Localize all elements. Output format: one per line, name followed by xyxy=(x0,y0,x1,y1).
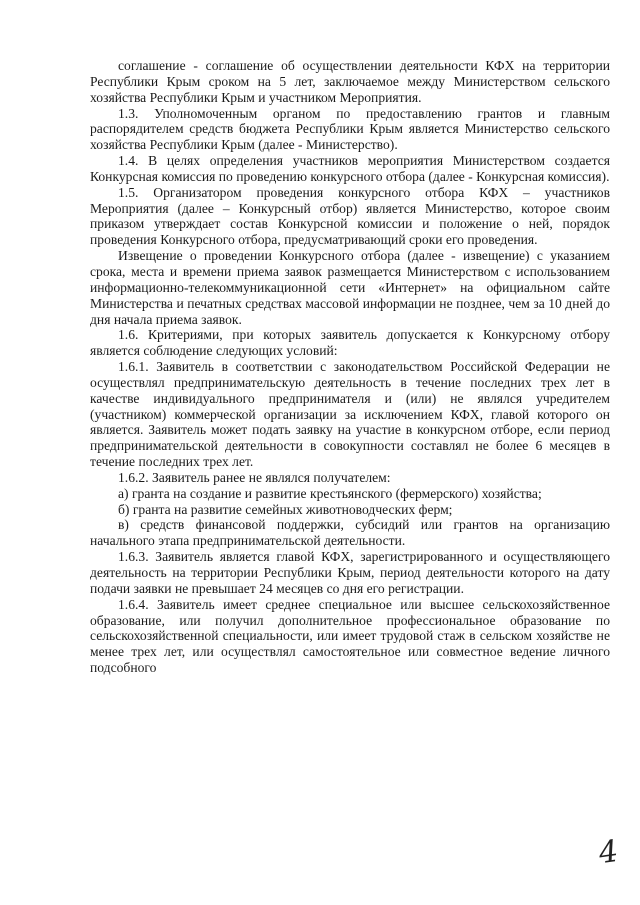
list-item-b: б) гранта на развитие семейных животноводческих ферм; xyxy=(118,501,453,517)
paragraph-1-6-3: 1.6.3. Заявитель является главой КФХ, зарегистрированного и осуществляющего деятельность на территории Республики Крым, период деятельности которого на дату подачи заявки не превышает 24 месяцев со дня его регистрации. xyxy=(90,549,610,596)
handwritten-page-number: 4 xyxy=(596,833,621,872)
paragraph-1-3: 1.3. Уполномоченным органом по предоставлению грантов и главным распорядителем средств бюджета Республики Крым является Министерство сельского хозяйства Республики Крым (далее - Министерство). xyxy=(90,105,610,153)
list-item-v: в) средств финансовой поддержки, субсидий или грантов на организацию начального этапа предпринимательской деятельности. xyxy=(90,517,610,549)
paragraph-1-6-1: 1.6.1. Заявитель в соответствии с законодательством Российской Федерации не осуществлял предпринимательскую деятельность в течение последних трех лет в качестве индивидуального предпринимателя и (или) не являлся учредителем (участником) коммерческой организации за исключением КФХ, главой которого он является. Заявитель может подать заявку на участие в конкурсном отборе, если период предпринимательской деятельности в совокупности составлял не более 6 месяцев в течение последних трех лет. xyxy=(90,359,610,470)
paragraph-1-6-4: 1.6.4. Заявитель имеет среднее специальное или высшее сельскохозяйственное образование, или получил дополнительное профессиональное образование по сельскохозяйственной специальности, или имеет трудовой стаж в сельском хозяйстве не менее трех лет, или осуществлял самостоятельное или совместное ведение личного подсобного xyxy=(90,596,610,676)
paragraph-1-5: 1.5. Организатором проведения конкурсного отбора КФХ – участников Мероприятия (далее – Конкурсный отбор) является Министерство, которое своим приказом утверждает состав Конкурсной комиссии и положение о ней, порядок проведения Конкурсного отбора, предусматривающий сроки его проведения. xyxy=(90,184,610,248)
paragraph-1-6-2: 1.6.2. Заявитель ранее не являлся получателем: xyxy=(118,469,391,485)
paragraph-1-4: 1.4. В целях определения участников мероприятия Министерством создается Конкурсная комиссия по проведению конкурсного отбора (далее - Конкурсная комиссия). xyxy=(90,153,610,184)
paragraph-1-6: 1.6. Критериями, при которых заявитель допускается к Конкурсному отбору является соблюдение следующих условий: xyxy=(90,327,610,359)
paragraph-agreement-definition: соглашение - соглашение об осуществлении деятельности КФХ на территории Республики Крым сроком на 5 лет, заключаемое между Министерством сельского хозяйства Республики Крым и участником Мероприятия. xyxy=(90,58,610,105)
list-item-a: а) гранта на создание и развитие крестьянского (фермерского) хозяйства; xyxy=(118,485,542,501)
paragraph-notice: Извещение о проведении Конкурсного отбора (далее - извещение) с указанием срока, места и времени приема заявок размещается Министерством с использованием информационно-телекоммуникационной сети «Интернет» на официальном сайте Министерства и печатных средствах массовой информации не позднее, чем за 10 дней до дня начала приема заявок. xyxy=(90,248,610,327)
